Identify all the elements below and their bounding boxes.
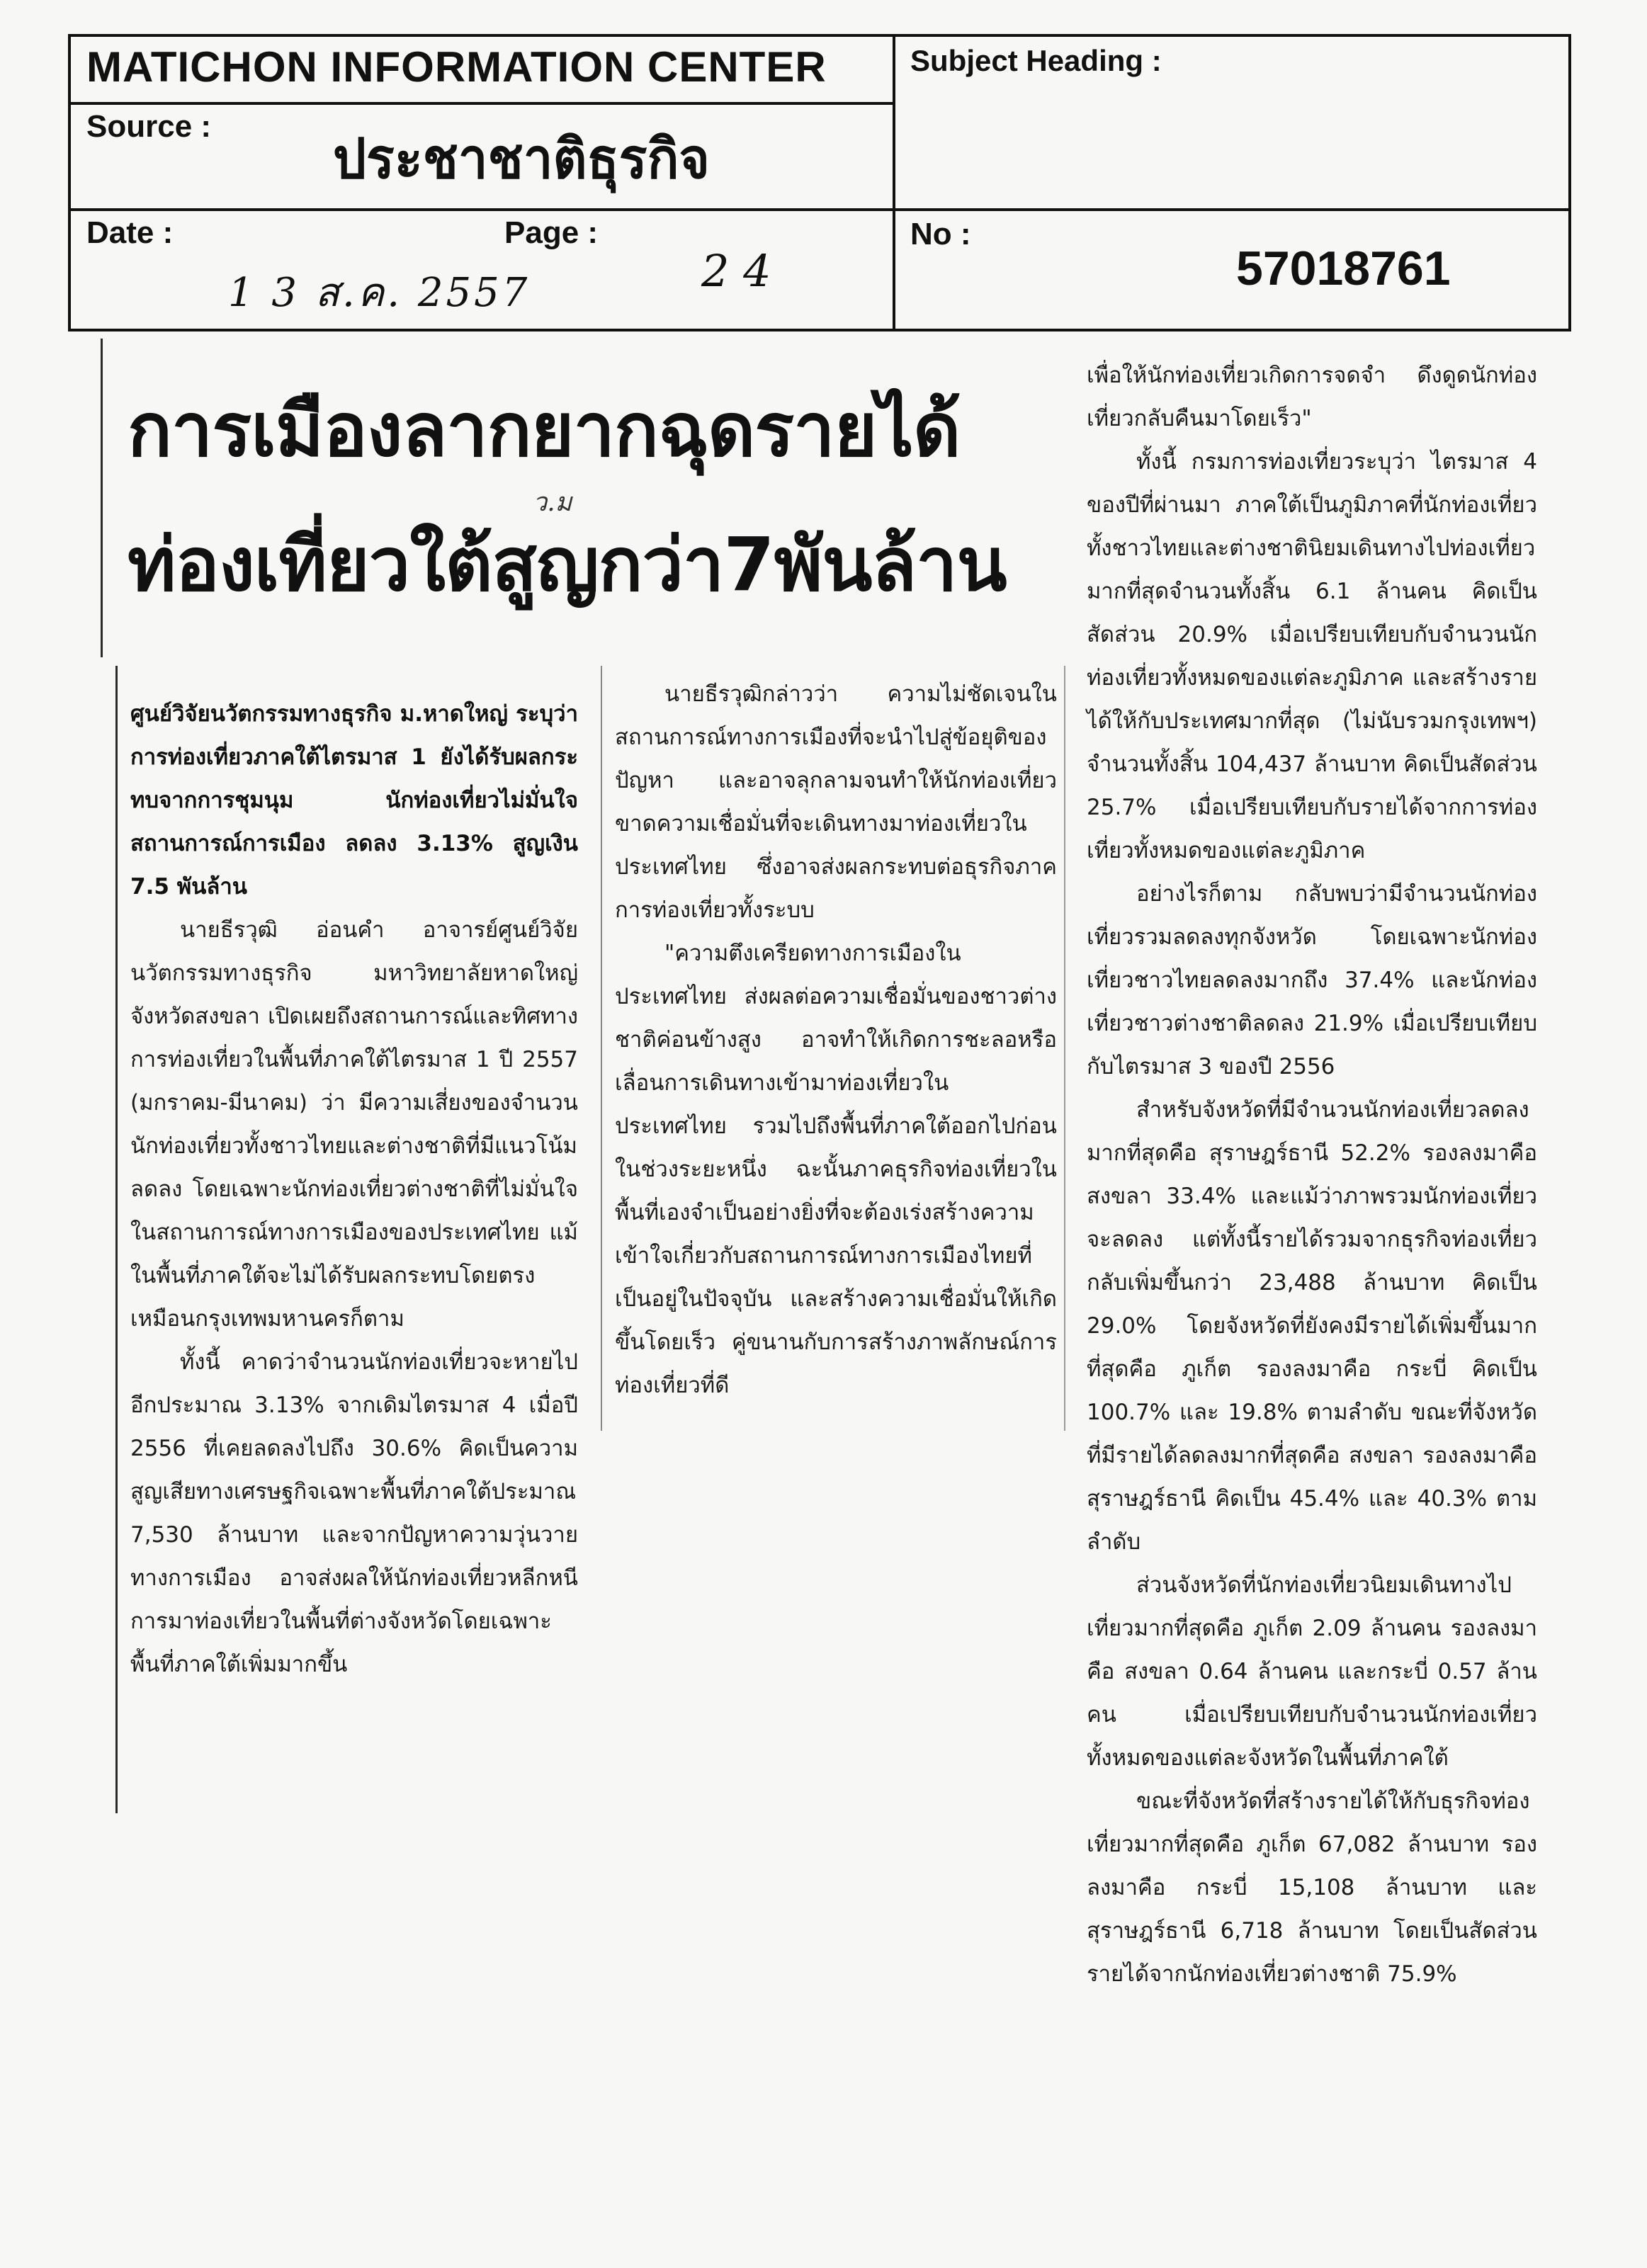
clip-edge-left-lower [115,666,118,1813]
column-rule-2 [1064,666,1065,1431]
no-value: 57018761 [1236,242,1451,295]
header-vertical-divider [893,34,895,331]
headline-line-2: ท่องเที่ยวใต้สูญกว่า7พันล้าน [128,521,1007,608]
headline-line-1: การเมืองลากยากฉุดรายได้ [128,387,961,473]
page-value: 2 4 [701,245,771,297]
center-name: MATICHON INFORMATION CENTER [86,43,827,91]
article-paragraph: สำหรับจังหวัดที่มีจำนวนนักท่องเที่ยวลดลงมากที่สุดคือ สุราษฎร์ธานี 52.2% รองลงมาคือ สงขลา 33.4% และแม้ว่าภาพรวมนักท่องเที่ยวจะลดลง แต่ทั้งนี้รายได้รวมจากธุรกิจท่องเที่ยวกลับเพิ่มขึ้นกว่า 23,488 ล้านบาท คิดเป็น 29.0% โดยจังหวัดที่ยังคงมีรายได้เพิ่มขึ้นมากที่สุดคือ ภูเก็ต รองลงมาคือ กระบี่ คิดเป็น 100.7% และ 19.8% ตามลำดับ ขณะที่จังหวัดที่มีรายได้ลดลงมากที่สุดคือ สงขลา รองลงมาคือ สุราษฎร์ธานี คิดเป็น 45.4% และ 40.3% ตามลำดับ [1087,1097,1537,1555]
header-divider-title [68,102,894,105]
column-rule-1 [601,666,602,1431]
article-paragraph: ขณะที่จังหวัดที่สร้างรายได้ให้กับธุรกิจท่องเที่ยวมากที่สุดคือ ภูเก็ต 67,082 ล้านบาท รองลงมาคือ กระบี่ 15,108 ล้านบาท และสุราษฎร์ธานี 6,718 ล้านบาท โดยเป็นสัดส่วนรายได้จากนักท่องเที่ยวต่างชาติ 75.9% [1087,1788,1537,1987]
article-paragraph: เพื่อให้นักท่องเที่ยวเกิดการจดจำ ดึงดูดนักท่องเที่ยวกลับคืนมาโดยเร็ว" [1087,363,1537,431]
article-paragraph: ทั้งนี้ คาดว่าจำนวนนักท่องเที่ยวจะหายไปอีกประมาณ 3.13% จากเดิมไตรมาส 4 เมื่อปี 2556 ที่เคยลดลงไปถึง 30.6% คิดเป็นความสูญเสียทางเศรษฐกิจเฉพาะพื้นที่ภาคใต้ประมาณ 7,530 ล้านบาท และจากปัญหาความวุ่นวายทางการเมือง อาจส่งผลให้นักท่องเที่ยวหลีกหนีการมาท่องเที่ยวในพื้นที่ต่างจังหวัดโดยเฉพาะพื้นที่ภาคใต้เพิ่มมากขึ้น [130,1349,578,1677]
article-paragraph: อย่างไรก็ตาม กลับพบว่ามีจำนวนนักท่องเที่ยวรวมลดลงทุกจังหวัด โดยเฉพาะนักท่องเที่ยวชาวไทยลดลงมากถึง 37.4% และนักท่องเที่ยวชาวต่างชาติลดลง 21.9% เมื่อเปรียบเทียบกับไตรมาส 3 ของปี 2556 [1087,881,1537,1079]
date-value: 1 3 ส.ค. 2557 [228,270,531,316]
date-label: Date : [86,215,174,250]
margin-note: ว.ม [533,488,572,517]
article-column-1 [130,693,578,1686]
article-paragraph: ทั้งนี้ กรมการท่องเที่ยวระบุว่า ไตรมาส 4 ของปีที่ผ่านมา ภาคใต้เป็นภูมิภาคที่นักท่องเที่ยวทั้งชาวไทยและต่างชาตินิยมเดินทางไปท่องเที่ยวมากที่สุดจำนวนทั้งสิ้น 6.1 ล้านคน คิดเป็นสัดส่วน 20.9% เมื่อเปรียบเทียบกับจำนวนนักท่องเที่ยวทั้งหมดของแต่ละภูมิภาค และสร้างรายได้ให้กับประเทศมากที่สุด (ไม่นับรวมกรุงเทพฯ) จำนวนทั้งสิ้น 104,437 ล้านบาท คิดเป็นสัดส่วน 25.7% เมื่อเปรียบเทียบกับรายได้จากการท่องเที่ยวทั้งหมดของแต่ละภูมิภาค [1087,449,1537,863]
source-label: Source : [86,109,212,144]
clip-edge-left-upper [101,339,103,657]
article-paragraph: นายธีรวุฒิกล่าวว่า ความไม่ชัดเจนในสถานการณ์ทางการเมืองที่จะนำไปสู่ข้อยุติของปัญหา และอาจลุกลามจนทำให้นักท่องเที่ยวขาดความเชื่อมั่นที่จะเดินทางมาท่องเที่ยวในประเทศไทย ซึ่งอาจส่งผลกระทบต่อธุรกิจภาคการท่องเที่ยวทั้งระบบ [615,681,1057,923]
article-paragraph: "ความตึงเครียดทางการเมืองในประเทศไทย ส่งผลต่อความเชื่อมั่นของชาวต่างชาติค่อนข้างสูง อาจทำให้เกิดการชะลอหรือเลื่อนการเดินทางเข้ามาท่องเที่ยวในประเทศไทย รวมไปถึงพื้นที่ภาคใต้ออกไปก่อนในช่วงระยะหนึ่ง ฉะนั้นภาคธุรกิจท่องเที่ยวในพื้นที่เองจำเป็นอย่างยิ่งที่จะต้องเร่งสร้างความเข้าใจเกี่ยวกับสถานการณ์ทางการเมืองไทยที่เป็นอยู่ในปัจจุบัน และสร้างความเชื่อมั่นให้เกิดขึ้นโดยเร็ว คู่ขนานกับการสร้างภาพลักษณ์การท่องเที่ยวที่ดี [615,941,1057,1398]
article-lead: ศูนย์วิจัยนวัตกรรมทางธุรกิจ ม.หาดใหญ่ ระบุว่า การท่องเที่ยวภาคใต้ไตรมาส 1 ยังได้รับผลกระทบจากการชุมนุม นักท่องเที่ยวไม่มั่นใจสถานการณ์การเมือง ลดลง 3.13% สูญเงิน 7.5 พันล้าน [130,701,578,900]
article-paragraph: ส่วนจังหวัดที่นักท่องเที่ยวนิยมเดินทางไปเที่ยวมากที่สุดคือ ภูเก็ต 2.09 ล้านคน รองลงมาคือ สงขลา 0.64 ล้านคน และกระบี่ 0.57 ล้านคน เมื่อเปรียบเทียบกับจำนวนนักท่องเที่ยวทั้งหมดของแต่ละจังหวัดในพื้นที่ภาคใต้ [1087,1572,1537,1771]
page-label: Page : [504,215,599,250]
article-paragraph: นายธีรวุฒิ อ่อนคำ อาจารย์ศูนย์วิจัยนวัตกรรมทางธุรกิจ มหาวิทยาลัยหาดใหญ่ จังหวัดสงขลา เปิดเผยถึงสถานการณ์และทิศทางการท่องเที่ยวในพื้นที่ภาคใต้ไตรมาส 1 ปี 2557 (มกราคม-มีนาคม) ว่า มีความเสี่ยงของจำนวนนักท่องเที่ยวทั้งชาวไทยและต่างชาติที่มีแนวโน้มลดลง โดยเฉพาะนักท่องเที่ยวต่างชาติที่ไม่มั่นใจในสถานการณ์ทางการเมืองของประเทศไทย แม้ในพื้นที่ภาคใต้จะไม่ได้รับผลกระทบโดยตรงเหมือนกรุงเทพมหานครก็ตาม [130,917,578,1332]
article-column-3 [1087,354,1537,1996]
source-value: ประชาชาติธุรกิจ [333,127,710,191]
subject-heading-label: Subject Heading : [910,44,1162,77]
no-label: No : [910,217,971,251]
article-column-2 [615,673,1057,1407]
header-divider-source [68,208,1571,211]
